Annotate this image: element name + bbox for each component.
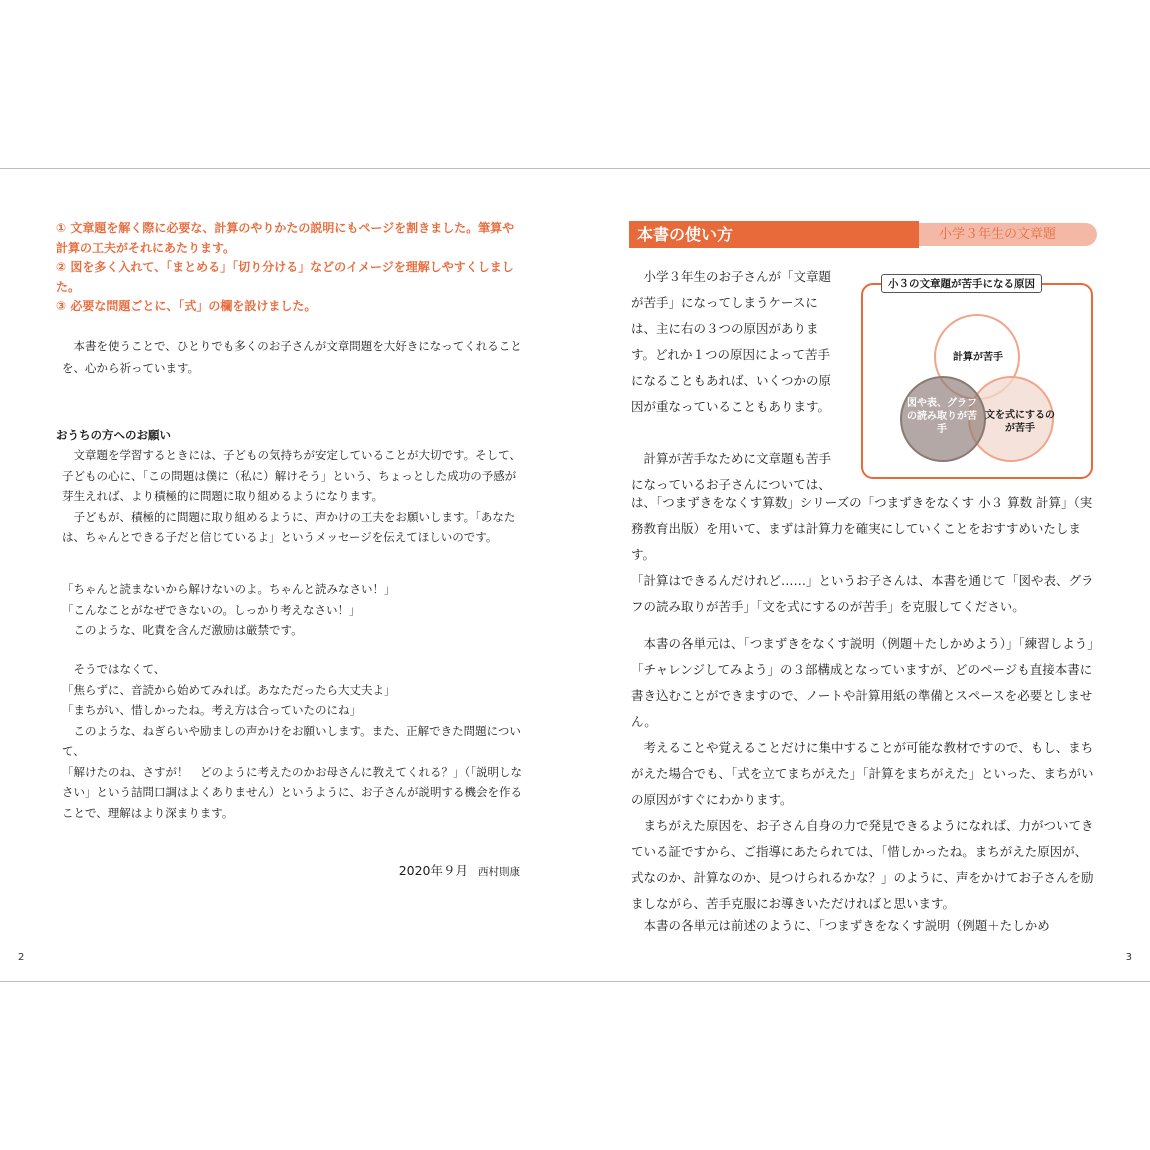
- column-paragraph: 小学３年生のお子さんが「文章題が苦手」になってしまうケースには、主に右の３つの原因があります。どれか１つの原因によって苦手になることもあれば、いくつかの原因が重なっていることもあります。: [631, 269, 832, 414]
- quote-line: このような、叱責を含んだ激励は厳禁です。: [62, 623, 303, 637]
- book-spread: [0, 168, 1150, 982]
- diagram-title: 小３の文章題が苦手になる原因: [881, 274, 1042, 293]
- page-number: 2: [18, 952, 25, 963]
- venn-label: 文を式にするのが苦手: [985, 410, 1055, 434]
- quote-line: 「まちがい、惜しかったね。考え方は合っていたのにね」: [62, 703, 361, 717]
- section-title: 本書の使い方: [629, 221, 919, 248]
- paragraph: 「計算はできるんだけれど……」というお子さんは、本書を通じて「図や表、グラフの読み取りが苦手」「文を式にするのが苦手」を克服してください。: [631, 573, 1094, 614]
- good-examples: [62, 659, 522, 823]
- paragraph: 文章題を学習するときには、子どもの気持ちが安定していることが大切です。そして、子どもの心に、「この問題は僕に（私に）解けそう」という、ちょっとした成功の予感が芽生えれば、より積極的に問題に取り組めるようになります。: [62, 448, 521, 503]
- venn-label: 計算が苦手: [953, 352, 1003, 363]
- list-item: ① 文章題を解く際に必要な、計算のやりかたの説明にもページを割きました。筆算や計算の工夫がそれにあたります。: [56, 221, 515, 255]
- paragraph: まちがえた原因を、お子さん自身の力で発見できるようになれば、力がついてきている証ですから、ご指導にあたられては、「惜しかったね。まちがえた原因が、式なのか、計算なのか、見つけられるかな？」のように、声をかけてお子さんを励ましながら、苦手克服にお導きいただければと思います。: [631, 818, 1094, 911]
- left-page: [0, 169, 575, 981]
- quote-line: そうではなくて、: [62, 662, 166, 676]
- section-subtitle: 小学３年生の文章題: [919, 223, 1097, 246]
- quote-line: 「解けたのね、さすが！ どのように考えたのかお母さんに教えてくれる？」（「説明しなさい」という詰問口調はよくありません）というように、お子さんが説明する機会を作ることで、理解はより深まります。: [62, 764, 522, 820]
- column-paragraph-2: 計算が苦手なために文章題も苦手になっているお子さんについては、: [631, 451, 832, 492]
- quote-line: 「焦らずに、音読から始めてみれば。あなただったら大丈夫よ」: [62, 682, 396, 697]
- quote-line: 「こんなことがなぜできないの。しっかり考えなさい！」: [62, 602, 361, 617]
- request-heading: おうちの方へのお願い: [56, 428, 171, 442]
- section-title-bar: [629, 221, 1097, 248]
- paragraph: 子どもが、積極的に問題に取り組めるように、声かけの工夫をお願いします。「あなたは、ちゃんとできる子だと信じているよ」というメッセージを伝えてほしいのです。: [62, 509, 516, 544]
- page-number: 3: [1125, 952, 1132, 963]
- author: 西村則康: [478, 866, 520, 878]
- quote-line: 「ちゃんと読まないから解けないのよ。ちゃんと読みなさい！」: [62, 582, 396, 596]
- bad-examples: [62, 579, 522, 641]
- list-item: ② 図を多く入れて、「まとめる」「切り分ける」などのイメージを理解しやすくしました。: [56, 260, 514, 294]
- venn-svg: [863, 285, 1095, 481]
- orange-point-list: [56, 219, 526, 317]
- quote-line: このような、ねぎらいや励ましの声かけをお願いします。また、正解できた問題について、: [62, 723, 521, 758]
- paragraph: は、「つまずきをなくす算数」シリーズの「つまずきをなくす 小３ 算数 計算」（実務教育出版）を用いて、まずは計算力を確実にしていくことをおすすめいたします。: [631, 495, 1093, 562]
- paragraph: 考えることや覚えることだけに集中することが可能な教材ですので、もし、まちがえた場合でも、「式を立てまちがえた」「計算をまちがえた」といった、まちがいの原因がすぐにわかります。: [631, 740, 1094, 807]
- paragraph: 本書の各単元は、「つまずきをなくす説明（例題＋たしかめよう）」「練習しよう」「チャレンジしてみよう」の３部構成となっていますが、どのページも直接本書に書き込むことができますので、ノートや計算用紙の準備とスペースを必要としません。: [631, 636, 1094, 729]
- right-page: [575, 169, 1150, 981]
- venn-label: 図や表、グラフの読み取りが苦手: [907, 398, 977, 435]
- signature-line: [399, 861, 520, 879]
- paragraph: 本書の各単元は前述のように、「つまずきをなくす説明（例題＋たしかめ: [631, 918, 1050, 933]
- list-item: ③ 必要な問題ごとに、「式」の欄を設けました。: [56, 299, 317, 313]
- intro-paragraph: 本書を使うことで、ひとりでも多くのお子さんが文章問題を大好きになってくれることを、心から祈っています。: [62, 339, 522, 375]
- request-body: [62, 445, 522, 548]
- date: 2020年９月: [398, 863, 468, 878]
- cause-venn-diagram: [861, 278, 1093, 479]
